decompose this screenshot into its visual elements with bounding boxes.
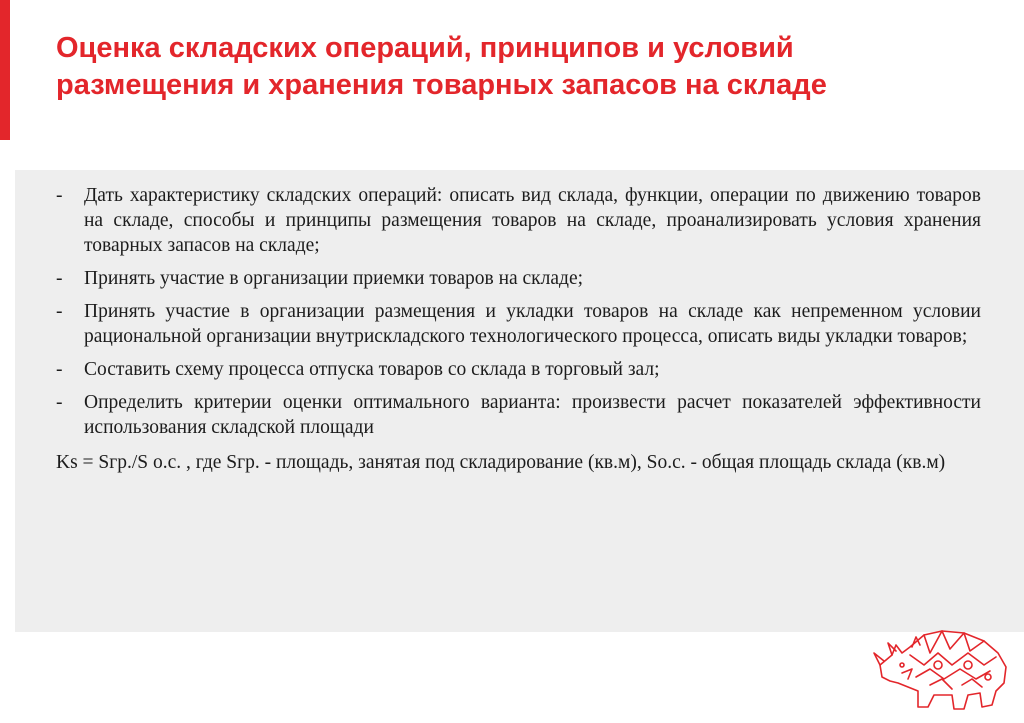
bullet-dash: - [56,185,63,206]
list-item-text: Принять участие в организации размещения и укладки товаров на складе как непременном условии рациональной организации внутрискладского технологического процесса, описать виды укладки товаров; [84,301,981,347]
title-line-1: Оценка складских операций, принципов и условий [56,32,794,64]
list-item [56,299,981,349]
bullet-dash: - [56,359,63,380]
bullet-dash: - [56,392,63,413]
accent-bar [0,0,10,140]
formula-text: Ks = Sгр./S о.с. , где Sгр. - площадь, занятая под складирование (кв.м), So.c. - общая площадь склада (кв.м) [56,452,946,473]
list-item [56,266,981,291]
bullet-dash: - [56,268,63,289]
list-item-text: Определить критерии оценки оптимального варианта: произвести расчет показателей эффективности использования складской площади [84,392,981,438]
list-item-text: Дать характеристику складских операций: описать вид склада, функции, операции по движению товаров на складе, способы и принципы размещения товаров на складе, проанализировать условия хранения товарных запасов на складе; [84,185,981,256]
list-item-text: Составить схему процесса отпуска товаров со склада в торговый зал; [84,359,660,380]
rhino-logo-icon [872,625,1014,717]
bullet-dash: - [56,301,63,322]
title-line-2: размещения и хранения товарных запасов на складе [56,69,827,101]
list-item [56,390,981,440]
list-item [56,357,981,382]
list-item [56,183,981,258]
bullet-list [56,183,981,475]
content-panel [15,170,1024,632]
slide-title [56,30,996,104]
list-item-text: Принять участие в организации приемки товаров на складе; [84,268,584,289]
